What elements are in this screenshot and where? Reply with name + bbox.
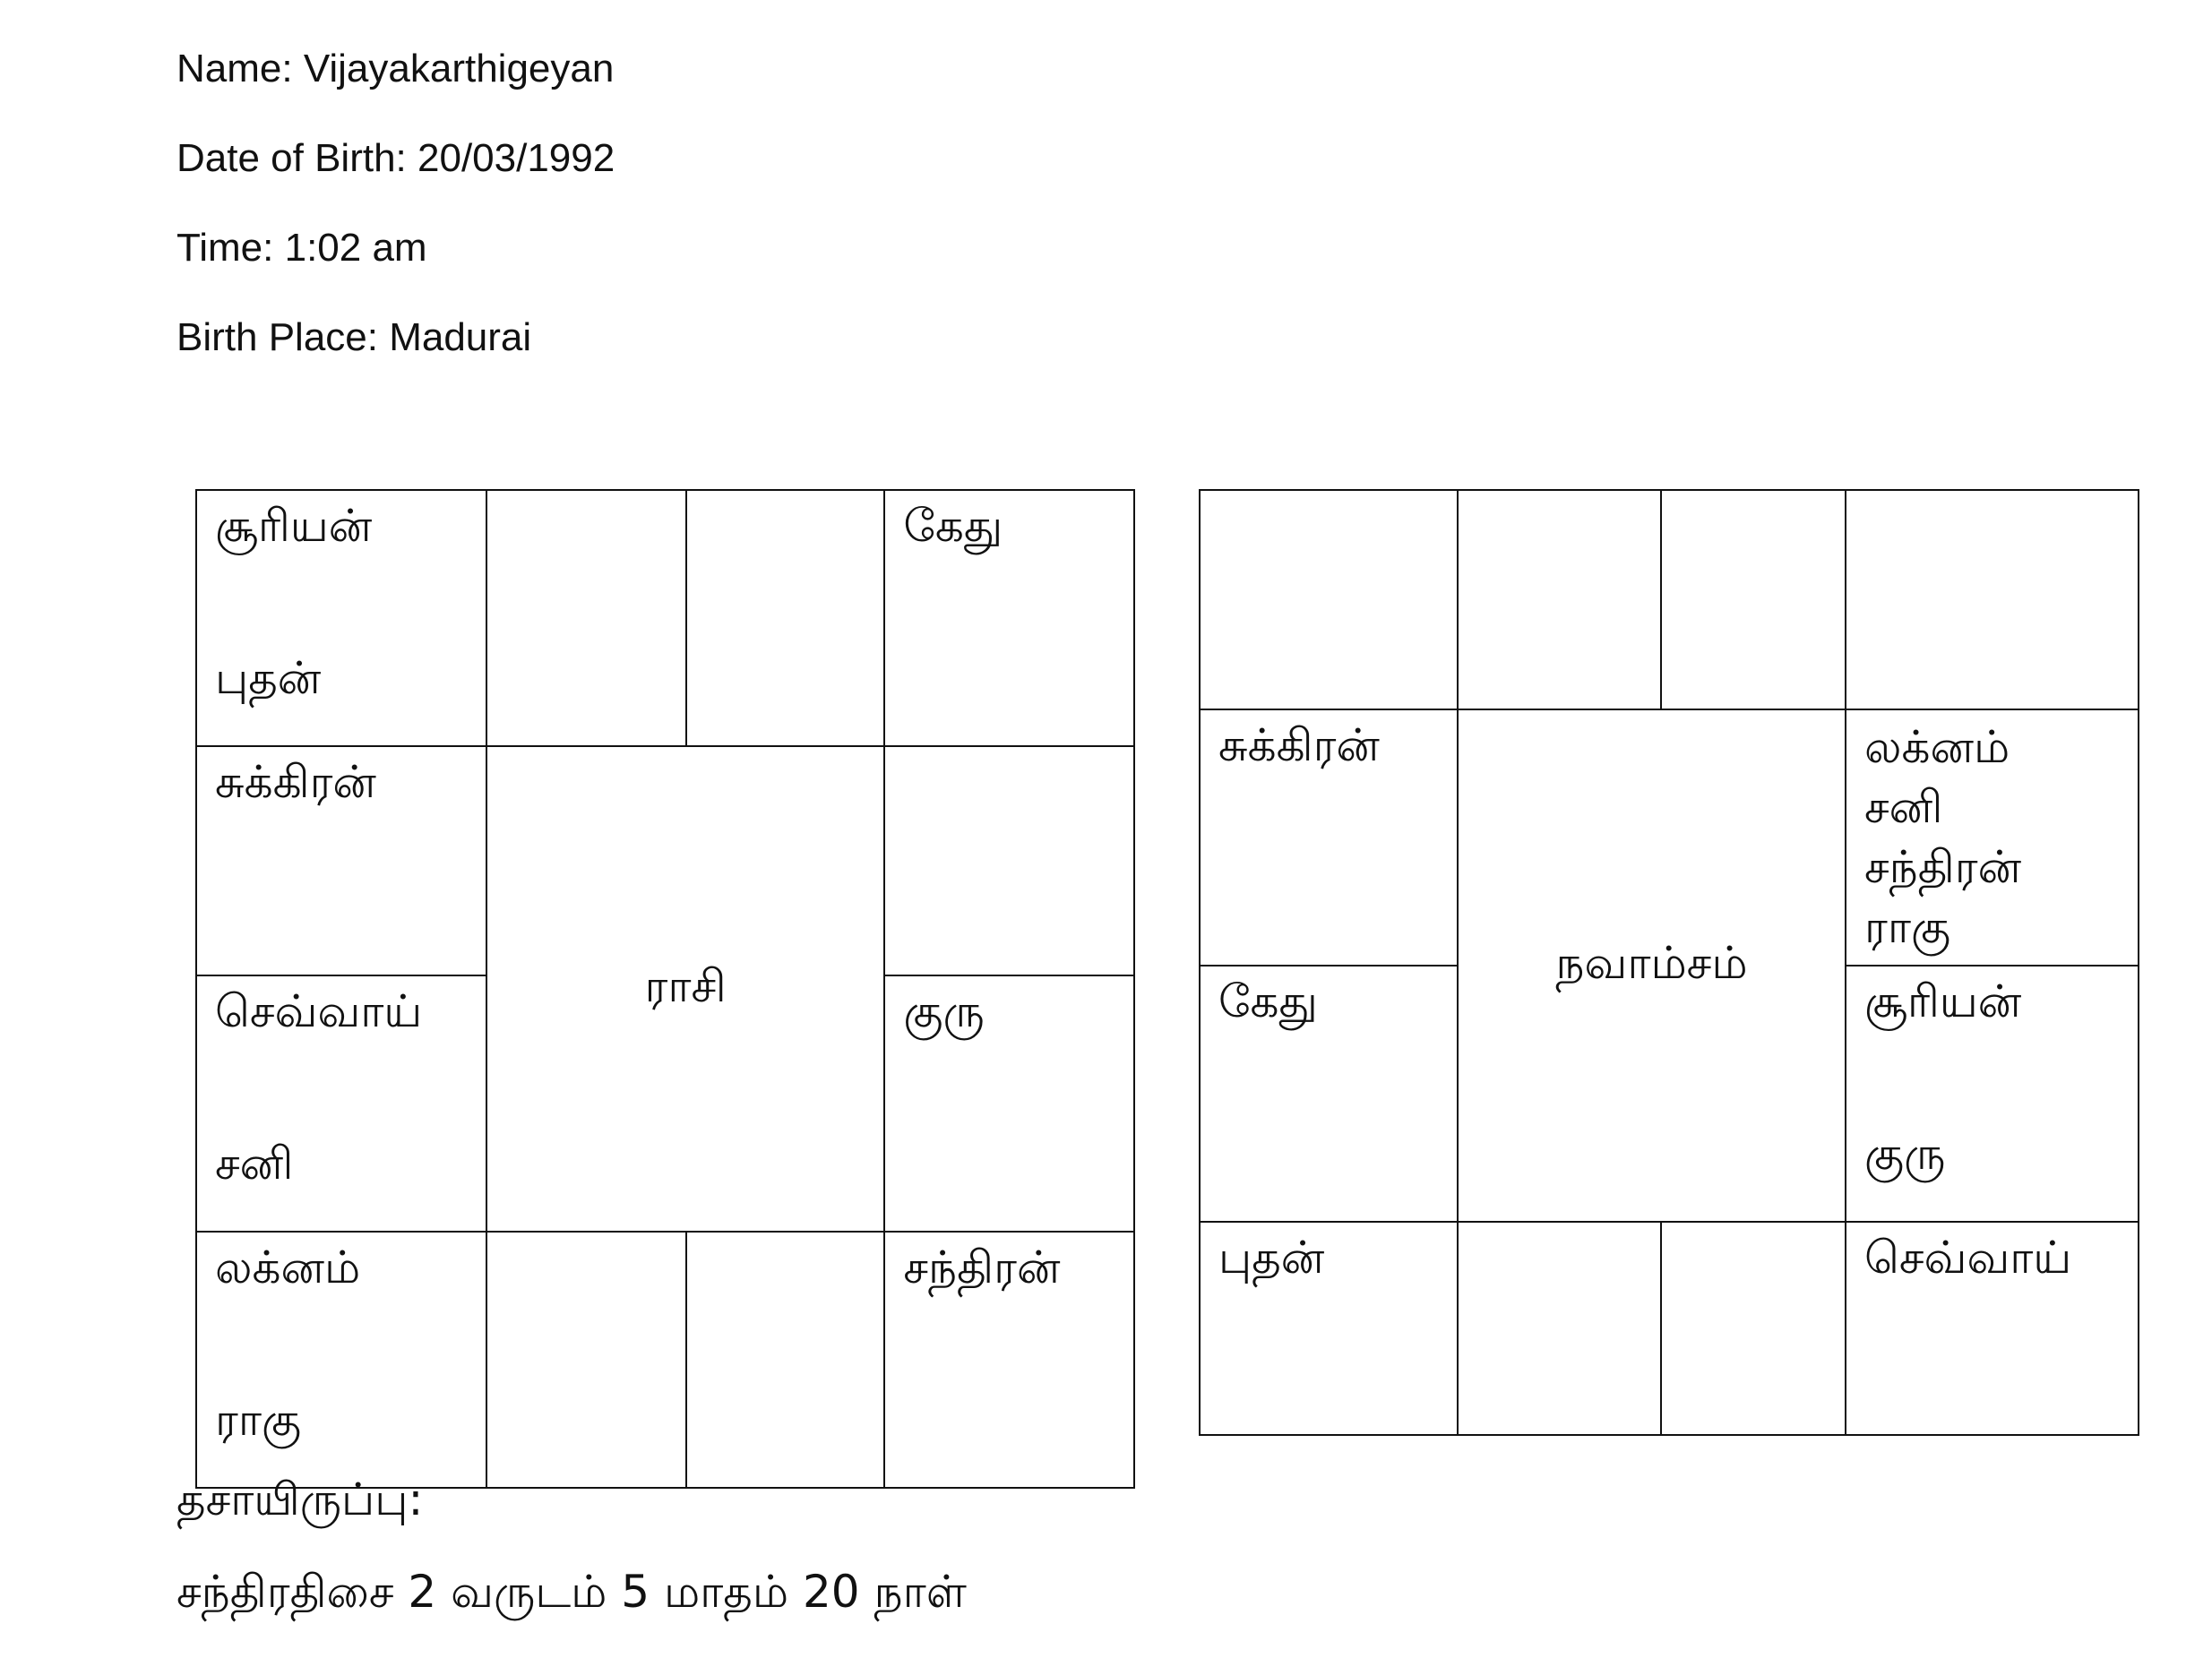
planet-label: சந்திரன் (1864, 841, 2022, 893)
navamsam-house (1200, 1222, 1458, 1435)
dasa-heading: தசாயிருப்பு: (176, 1473, 424, 1525)
rasi-house (884, 746, 1134, 975)
rasi-house (686, 1232, 884, 1488)
time-line: Time: 1:02 am (176, 226, 427, 270)
rasi-center-label: ராசி (486, 746, 885, 1232)
navamsam-house (1458, 1222, 1661, 1435)
planet-label: லக்னம் (1864, 721, 2010, 773)
rasi-house (486, 1232, 686, 1488)
navamsam-house (1661, 1222, 1846, 1435)
navamsam-center-label: நவாம்சம் (1458, 709, 1846, 1222)
navamsam-house (1458, 490, 1661, 709)
dasa-balance: சந்திரதிசை 2 வருடம் 5 மாதம் 20 நாள் (176, 1566, 967, 1618)
name-line: Name: Vijayakarthigeyan (176, 47, 615, 90)
planet-label: செவ்வாய் (1864, 1232, 2072, 1284)
navamsam-house (1846, 966, 2139, 1222)
planet-label: குரு (903, 985, 985, 1037)
navamsam-house (1846, 1222, 2139, 1435)
navamsam-house (1846, 709, 2139, 966)
rasi-house (196, 1232, 486, 1488)
planet-label: லக்னம் (215, 1241, 361, 1293)
planet-label: சூரியன் (1864, 975, 2022, 1027)
rasi-house (486, 490, 686, 746)
planet-label: சூரியன் (215, 500, 373, 552)
navamsam-house (1846, 490, 2139, 709)
rasi-house (196, 490, 486, 746)
planet-label: புதன் (1218, 1232, 1325, 1284)
navamsam-chart (1199, 489, 2139, 1436)
rasi-house (884, 975, 1134, 1232)
planet-label: புதன் (215, 652, 322, 704)
navamsam-house (1661, 490, 1846, 709)
planet-label: சுக்கிரன் (215, 756, 376, 808)
rasi-house (884, 1232, 1134, 1488)
rasi-house (686, 490, 884, 746)
navamsam-house (1200, 490, 1458, 709)
navamsam-house (1200, 966, 1458, 1222)
rasi-house (196, 746, 486, 975)
planet-label: ராகு (215, 1394, 302, 1446)
planet-label: கேது (1218, 975, 1318, 1027)
rasi-chart (195, 489, 1135, 1489)
planet-label: சந்திரன் (903, 1241, 1061, 1293)
planet-label: ராகு (1864, 901, 1951, 953)
planet-label: சுக்கிரன் (1218, 719, 1380, 771)
dob-line: Date of Birth: 20/03/1992 (176, 136, 615, 180)
planet-label: செவ்வாய் (215, 985, 423, 1037)
planet-label: சனி (215, 1138, 294, 1190)
rasi-house (884, 490, 1134, 746)
birth-place-line: Birth Place: Madurai (176, 315, 532, 359)
planet-label: குரு (1864, 1128, 1946, 1180)
rasi-house (196, 975, 486, 1232)
planet-label: கேது (903, 500, 1003, 552)
planet-label: சனி (1864, 781, 1943, 833)
navamsam-house (1200, 709, 1458, 966)
